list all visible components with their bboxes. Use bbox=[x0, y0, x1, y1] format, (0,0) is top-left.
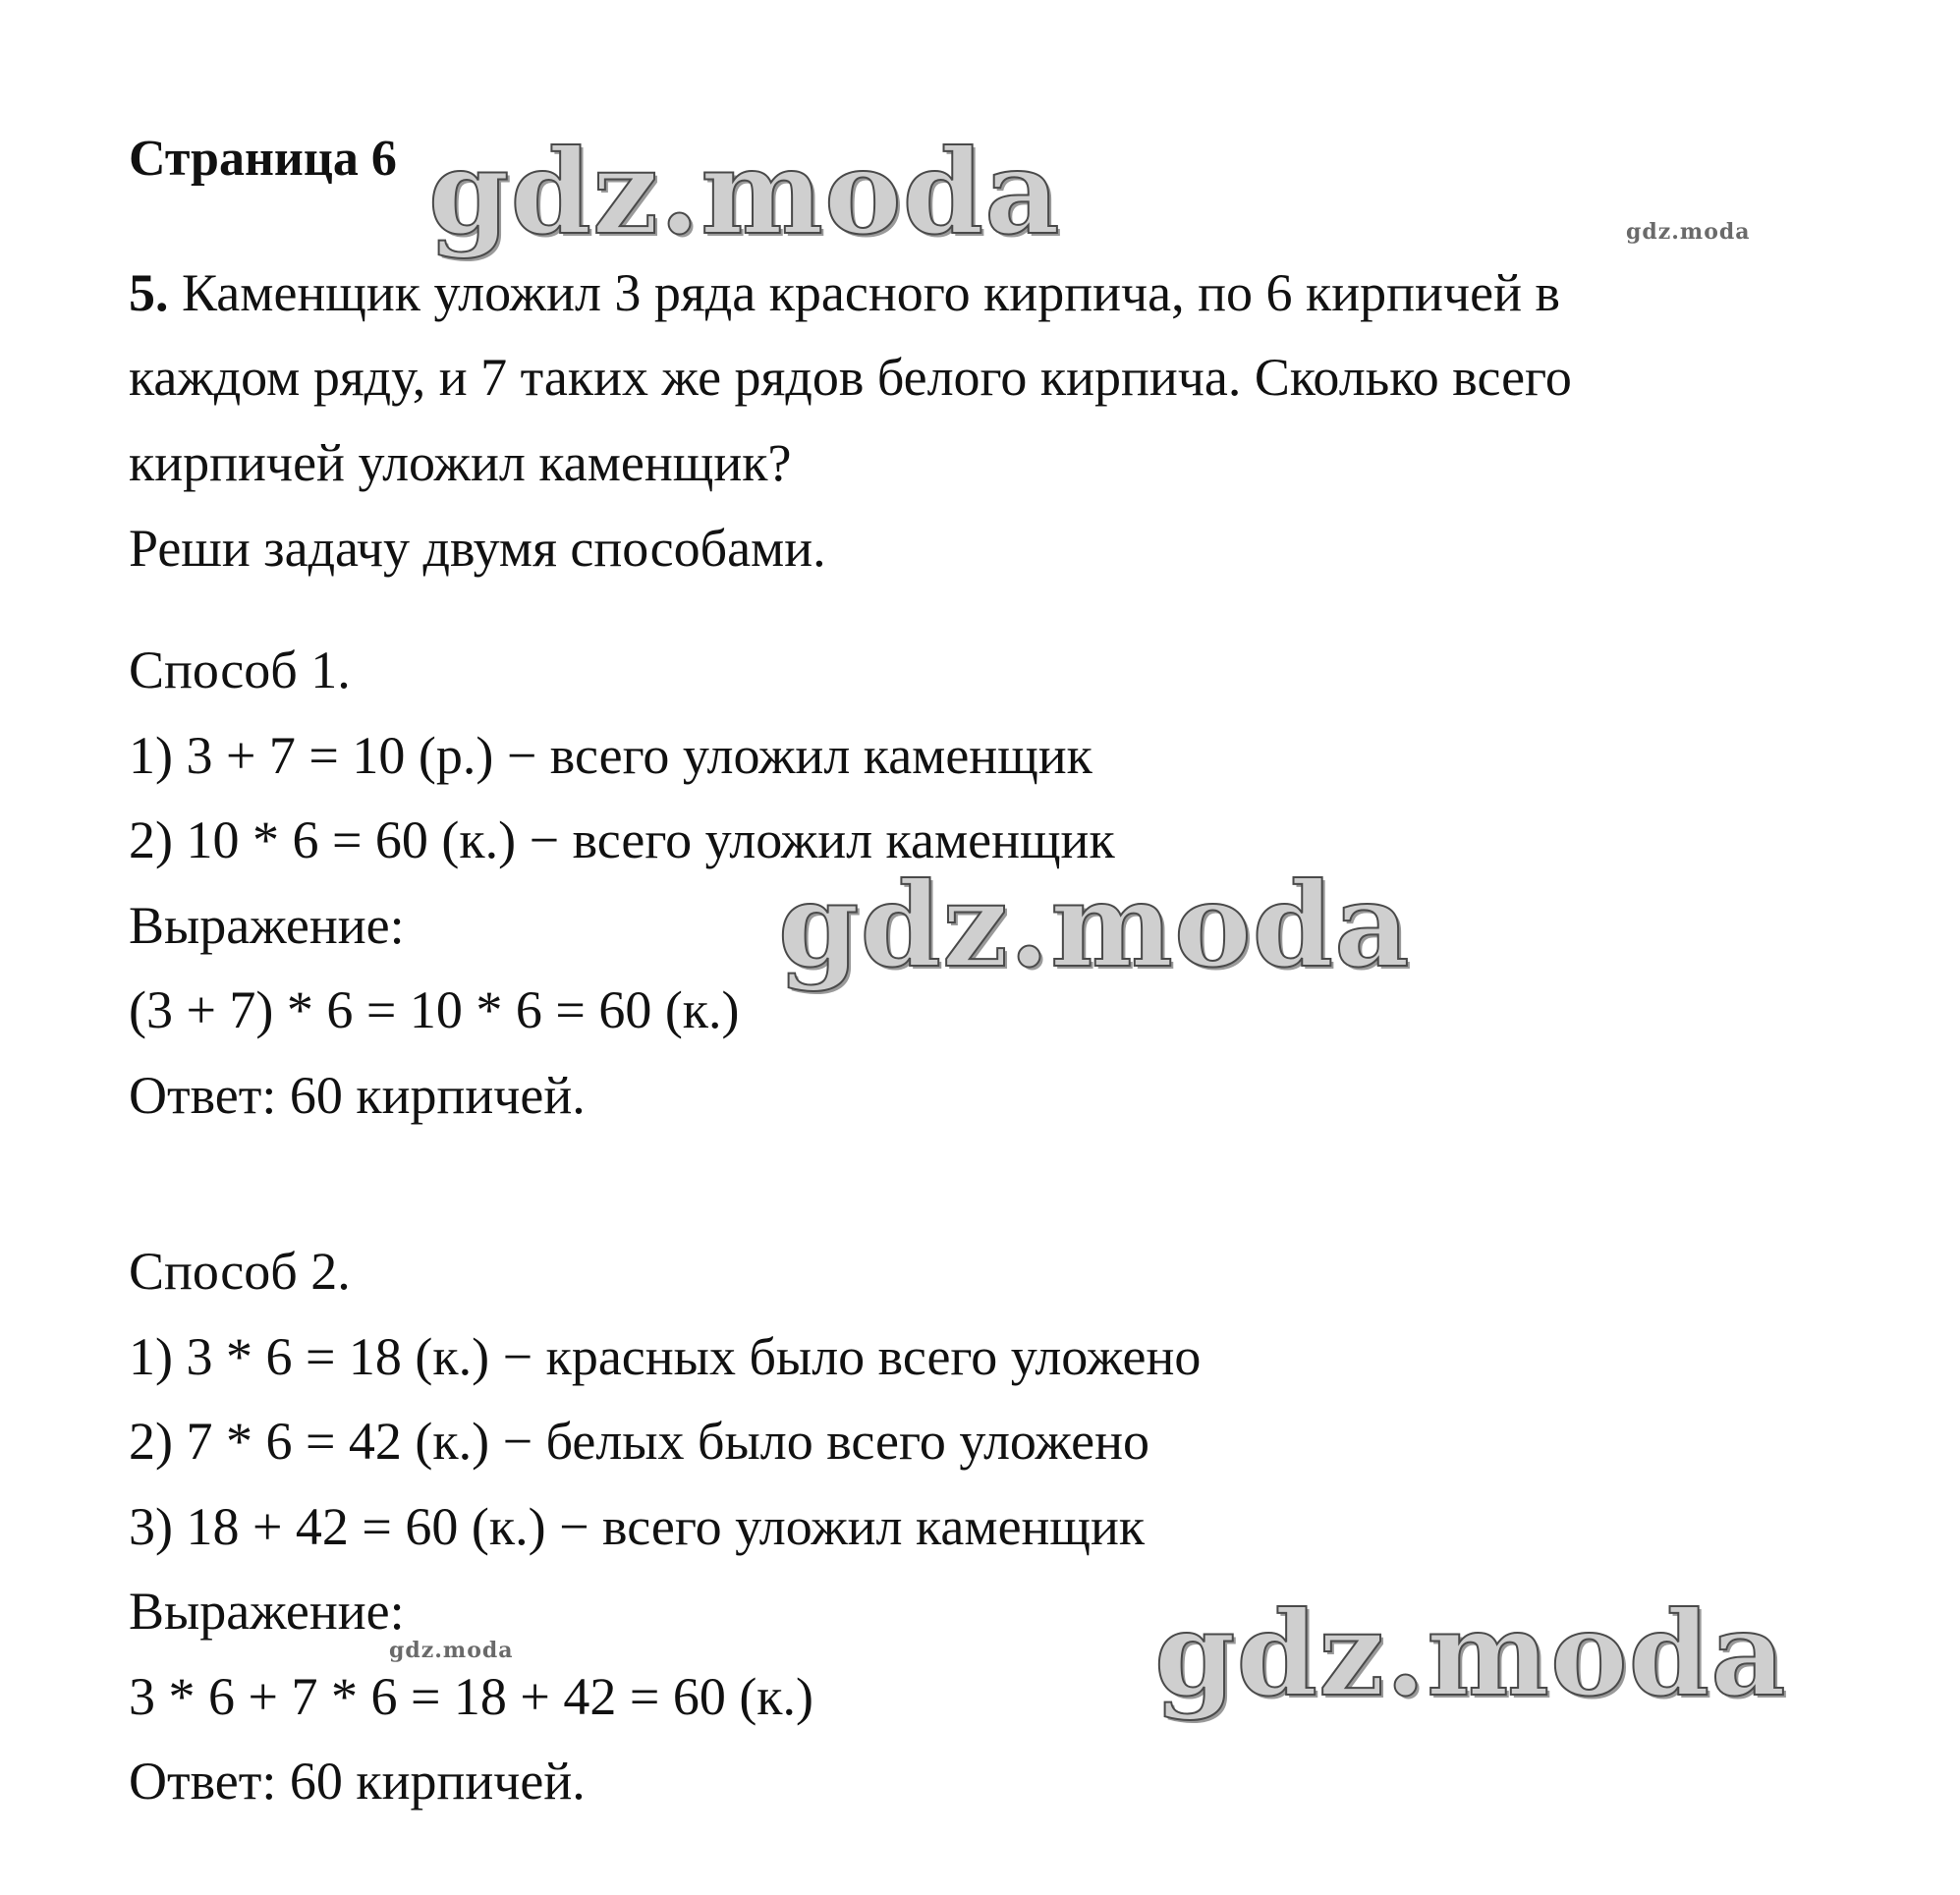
method1-step-2: 2) 10 * 6 = 60 (к.) − всего уложил каменщик bbox=[129, 810, 1115, 869]
task-line-2: каждом ряду, и 7 таких же рядов белого кирпича. Сколько всего bbox=[129, 348, 1572, 407]
task-line-1 bbox=[129, 263, 1560, 322]
page-title: Страница 6 bbox=[129, 131, 397, 187]
watermark-top: gdz.moda bbox=[428, 124, 1061, 260]
method2-expression-label: Выражение: bbox=[129, 1582, 405, 1641]
watermark-middle: gdz.moda bbox=[778, 857, 1411, 993]
watermark-bottom-right: gdz.moda bbox=[1154, 1586, 1787, 1722]
method2-step-1: 1) 3 * 6 = 18 (к.) − красных было всего уложено bbox=[129, 1327, 1202, 1386]
method1-answer: Ответ: 60 кирпичей. bbox=[129, 1066, 586, 1125]
method1-expression: (3 + 7) * 6 = 10 * 6 = 60 (к.) bbox=[129, 980, 740, 1039]
task-text-1: Каменщик уложил 3 ряда красного кирпича, по 6 кирпичей в bbox=[182, 263, 1560, 322]
method2-expression: 3 * 6 + 7 * 6 = 18 + 42 = 60 (к.) bbox=[129, 1667, 814, 1726]
task-line-3: кирпичей уложил каменщик? bbox=[129, 433, 792, 492]
method2-step-2: 2) 7 * 6 = 42 (к.) − белых было всего уложено bbox=[129, 1412, 1150, 1471]
method2-answer: Ответ: 60 кирпичей. bbox=[129, 1752, 586, 1811]
method1-heading: Способ 1. bbox=[129, 641, 351, 699]
watermark-small-bottom-left: gdz.moda bbox=[389, 1638, 514, 1663]
task-line-4: Реши задачу двумя способами. bbox=[129, 519, 826, 578]
method2-step-3: 3) 18 + 42 = 60 (к.) − всего уложил каменщик bbox=[129, 1497, 1146, 1556]
task-number: 5. bbox=[129, 263, 169, 322]
method1-expression-label: Выражение: bbox=[129, 896, 405, 955]
method2-heading: Способ 2. bbox=[129, 1242, 351, 1301]
method1-step-1: 1) 3 + 7 = 10 (р.) − всего уложил каменщик bbox=[129, 726, 1092, 785]
watermark-small-top-right: gdz.moda bbox=[1626, 219, 1751, 245]
